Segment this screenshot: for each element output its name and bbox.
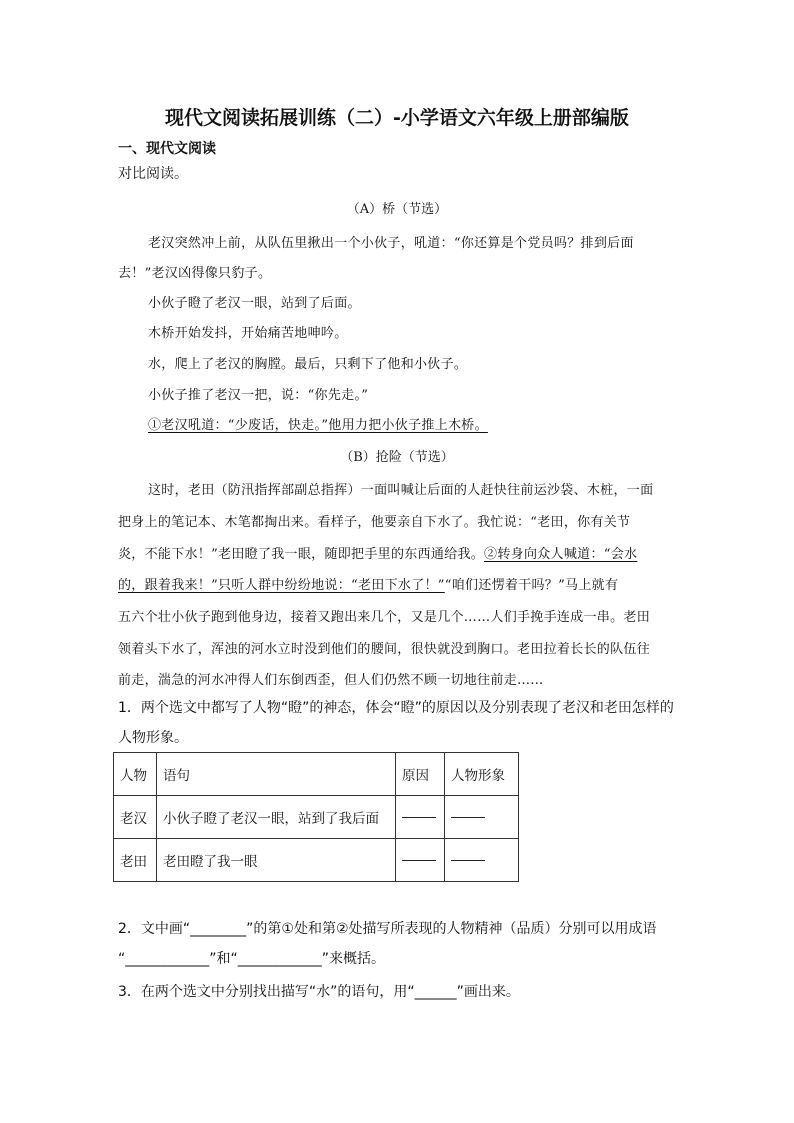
passage-b-line: 把身上的笔记本、木笔都掏出来。看样子，他要亲自下水了。我忙说：“老田，你有关节: [118, 515, 631, 530]
answer-blank-reason[interactable]: [396, 796, 445, 839]
blank-line: [402, 859, 436, 861]
passage-b-line: [118, 543, 637, 562]
table-cell-person: 老田: [114, 839, 157, 882]
table-cell-sentence: 小伙子瞪了老汉一眼，站到了我后面: [157, 796, 396, 839]
question-2-text: “____________”和“____________”来概括。: [118, 951, 386, 967]
passage-b-line: [118, 574, 618, 593]
passage-a-line: 水，爬上了老汉的胸膛。最后，只剩下了他和小伙子。: [148, 357, 468, 372]
table-header-cell: 人物形象: [445, 753, 519, 796]
passage-b-line: 领着头下水了，浑浊的河水立时没到他们的腰间，很快就没到胸口。老田拉着长长的队伍往: [118, 642, 651, 657]
passage-b-plain-text: 炎，不能下水！”老田瞪了我一眼，随即把手里的东西通给我。: [118, 547, 485, 562]
table-cell-sentence: 老田瞪了我一眼: [157, 839, 396, 882]
passage-b-plain-text: “咱们还愣着干吗？”马上就有: [444, 578, 619, 593]
table-header-cell: 人物: [114, 753, 157, 796]
answer-blank-reason[interactable]: [396, 839, 445, 882]
table-header-row: [114, 753, 519, 796]
answer-table: [113, 752, 519, 882]
passage-a-line: 木桥开始发抖，开始痛苦地呻吟。: [148, 326, 348, 341]
table-header-cell: 原因: [396, 753, 445, 796]
table-row: [114, 839, 519, 882]
page-title: 现代文阅读拓展训练（二）-小学语文六年级上册部编版: [165, 107, 629, 129]
passage-a-line: 小伙子推了老汉一把，说：“你先走。”: [148, 388, 369, 403]
table-header-cell: 语句: [157, 753, 396, 796]
question-3-text: 3．在两个选文中分别找出描写“水”的语句，用“______”画出来。: [118, 984, 520, 1000]
answer-blank-image[interactable]: [445, 839, 519, 882]
blank-line: [402, 816, 436, 818]
passage-a-line: 小伙子瞪了老汉一眼，站到了后面。: [148, 296, 361, 311]
question-2-text: 2．文中画“________”的第①处和第②处描写所表现的人物精神（品质）分别可以用成语: [118, 921, 657, 937]
passage-b-line: 前走，湍急的河水冲得人们东倒西歪，但人们仍然不顾一切地往前走……: [118, 673, 544, 688]
blank-line: [451, 859, 485, 861]
table-cell-person: 老汉: [114, 796, 157, 839]
question-1-text: 1．两个选文中都写了人物“瞪”的神态，体会“瞪”的原因以及分别表现了老汉和老田怎样的: [118, 700, 674, 716]
passage-b-line: 五六个壮小伙子跑到他身边，接着又跑出来几个，又是几个……人们手挽手连成一串。老田: [118, 610, 651, 625]
passage-b-underlined-text: ②转身向众人喊道：“会水: [484, 547, 638, 562]
passage-b-underlined-text: 的，跟着我来！”只听人群中纷纷地说：“老田下水了！”: [118, 578, 445, 593]
passage-a-line: 老汉突然冲上前，从队伍里揪出一个小伙子，吼道：“你还算是个党员吗？排到后面: [148, 236, 634, 251]
question-1-text: 人物形象。: [118, 730, 188, 746]
section-heading: 一、现代文阅读: [118, 141, 216, 157]
intro-text: 对比阅读。: [118, 166, 188, 182]
blank-line: [451, 816, 485, 818]
passage-a-title: （A）桥（节选）: [346, 202, 448, 217]
passage-a-line: 去！”老汉凶得像只豹子。: [118, 266, 272, 281]
passage-a-underlined-line: ①老汉吼道：“少废话，快走。”他用力把小伙子推上木桥。: [148, 418, 488, 433]
passage-b-title: （B）抢险（节选）: [340, 450, 454, 465]
passage-b-line: 这时，老田（防汛指挥部副总指挥）一面叫喊让后面的人赶快往前运沙袋、木桩，一面: [148, 483, 654, 498]
answer-blank-image[interactable]: [445, 796, 519, 839]
table-row: [114, 796, 519, 839]
